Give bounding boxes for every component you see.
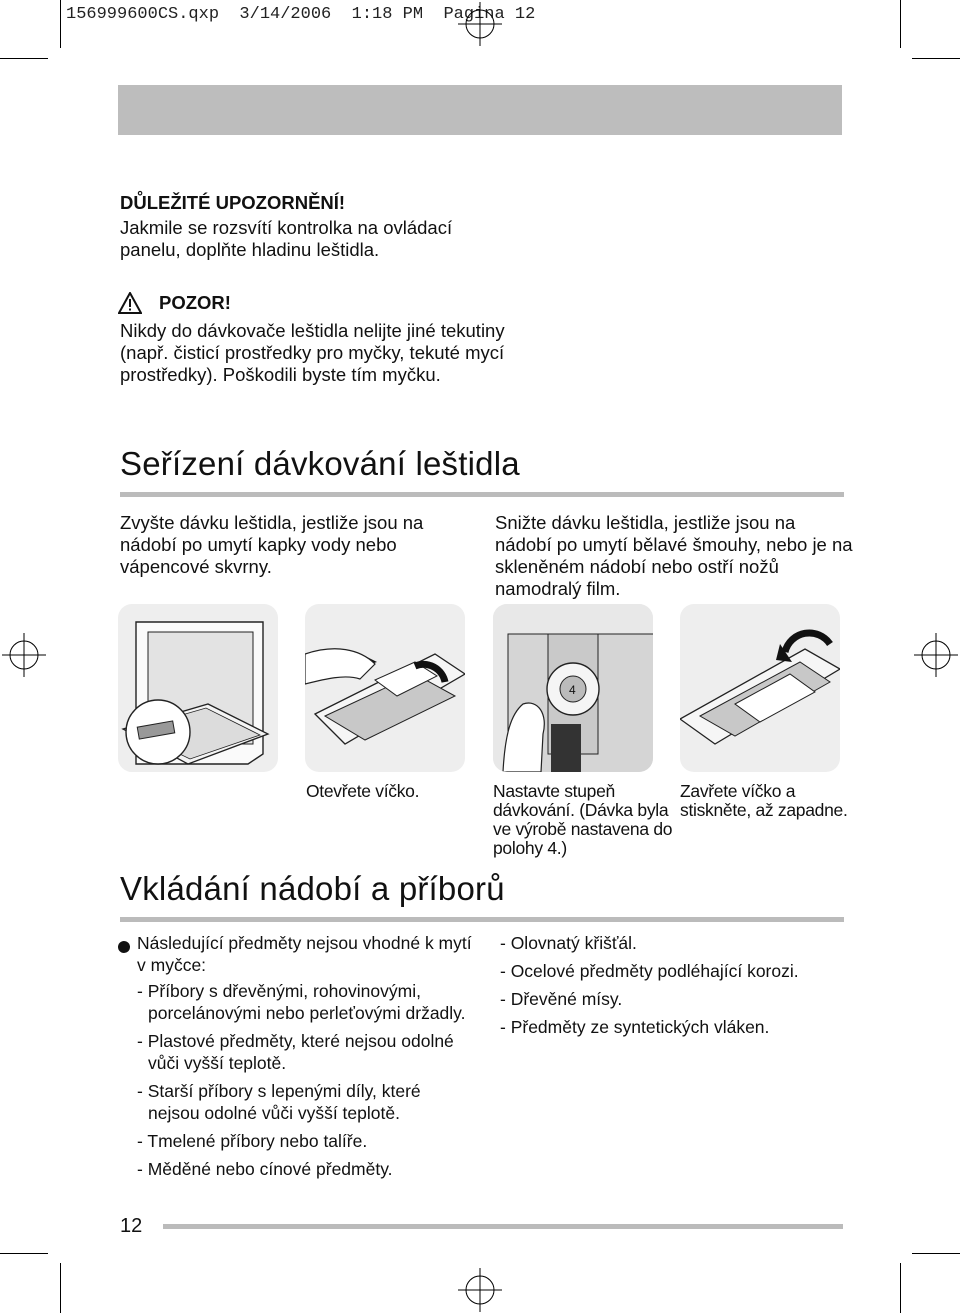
list-item: - Olovnatý křišťál. — [500, 933, 637, 953]
important-line: panelu, doplňte hladinu leštidla. — [120, 239, 380, 260]
text-line: skleněném nádobí nebo ostří nožů — [495, 556, 779, 577]
bullet-icon — [118, 937, 130, 953]
open-lid-illustration — [305, 604, 465, 772]
section-heading-loading: Vkládání nádobí a příborů — [120, 870, 505, 907]
close-lid-illustration — [680, 604, 840, 772]
list-item: - Dřevěné mísy. — [500, 989, 623, 1009]
important-title: DŮLEŽITÉ UPOZORNĚNÍ! — [120, 192, 346, 213]
crop-mark — [912, 1253, 960, 1254]
list-item — [137, 1030, 497, 1074]
list-item: - Předměty ze syntetických vláken. — [500, 1017, 770, 1037]
text-line: - Plastové předměty, které nejsou odolné — [137, 1031, 454, 1051]
list-item — [137, 1080, 497, 1124]
text-line: nádobí po umytí bělavé šmouhy, nebo je na — [495, 534, 853, 555]
crop-mark — [60, 0, 61, 48]
text-line: Následující předměty nejsou vhodné k mytí — [137, 933, 472, 953]
caption-line: dávkování. (Dávka byla — [493, 800, 669, 820]
dial-number: 4 — [569, 683, 576, 697]
caption-set-dose — [493, 782, 673, 858]
footer-rule — [163, 1224, 843, 1229]
text-line: vápencové skvrny. — [120, 556, 272, 577]
list-item: - Ocelové předměty podléhající korozi. — [500, 961, 799, 981]
caption-line: polohy 4.) — [493, 838, 567, 858]
warning-title: POZOR! — [159, 292, 231, 313]
text-line: vůči vyšší teplotě. — [148, 1053, 287, 1073]
text-line: v myčce: — [137, 955, 207, 975]
text-line: porcelánovými nebo perleťovými držadly. — [148, 1003, 466, 1023]
crop-mark — [0, 1253, 48, 1254]
warning-triangle-icon — [118, 292, 142, 314]
warning-line: (např. čisticí prostředky pro myčky, tekuté mycí — [120, 342, 505, 363]
crop-mark — [60, 1263, 61, 1313]
crop-mark — [900, 0, 901, 48]
unsuitable-items-intro — [137, 932, 497, 976]
list-item — [137, 1130, 497, 1152]
list-item — [137, 980, 497, 1024]
dishwasher-open-illustration — [118, 604, 278, 772]
caption-line: Zavřete víčko a — [680, 781, 796, 801]
caption-line: ve výrobě nastavena do — [493, 819, 673, 839]
list-item — [137, 1158, 497, 1180]
crop-mark — [912, 58, 960, 59]
caption-line: Otevřete víčko. — [306, 781, 420, 801]
section-rule — [120, 917, 844, 922]
warning-line: prostředky). Poškodili byste tím myčku. — [120, 364, 441, 385]
text-line: - Tmelené příbory nebo talíře. — [137, 1131, 368, 1151]
warning-text — [120, 320, 540, 386]
section-heading-rinse-aid: Seřízení dávkování leštidla — [120, 445, 520, 482]
text-line: Snižte dávku leštidla, jestliže jsou na — [495, 512, 796, 533]
unsuitable-items-list-left — [137, 980, 497, 1180]
increase-dose-text — [120, 512, 480, 578]
registration-mark-icon — [914, 633, 958, 677]
text-line: namodralý film. — [495, 578, 621, 599]
caption-close-lid — [680, 782, 860, 820]
important-line: Jakmile se rozsvítí kontrolka na ovládací — [120, 217, 453, 238]
crop-mark — [0, 58, 48, 59]
caption-line: Nastavte stupeň — [493, 781, 615, 801]
section-rule — [120, 492, 844, 497]
caption-open-lid — [306, 782, 419, 801]
registration-mark-icon — [458, 2, 502, 46]
print-slug-line: 156999600CS.qxp 3/14/2006 1:18 PM Pagina 12 — [66, 5, 536, 24]
caption-line: stiskněte, až zapadne. — [680, 800, 848, 820]
unsuitable-items-list-right — [500, 932, 840, 1038]
text-line: nejsou odolné vůči vyšší teplotě. — [148, 1103, 400, 1123]
registration-mark-icon — [2, 633, 46, 677]
text-line: Zvyšte dávku leštidla, jestliže jsou na — [120, 512, 424, 533]
warning-line: Nikdy do dávkovače leštidla nelijte jiné tekutiny — [120, 320, 505, 341]
set-dose-dial-illustration — [493, 604, 653, 772]
text-line: nádobí po umytí kapky vody nebo — [120, 534, 397, 555]
text-line: - Příbory s dřevěnými, rohovinovými, — [137, 981, 421, 1001]
registration-mark-icon — [458, 1268, 502, 1312]
page-number: 12 — [120, 1215, 143, 1237]
text-line: - Starší příbory s lepenými díly, které — [137, 1081, 421, 1101]
crop-mark — [900, 1263, 901, 1313]
header-bar — [118, 85, 842, 135]
decrease-dose-text — [495, 512, 855, 600]
text-line: - Měděné nebo cínové předměty. — [137, 1159, 393, 1179]
important-notice — [120, 192, 540, 261]
